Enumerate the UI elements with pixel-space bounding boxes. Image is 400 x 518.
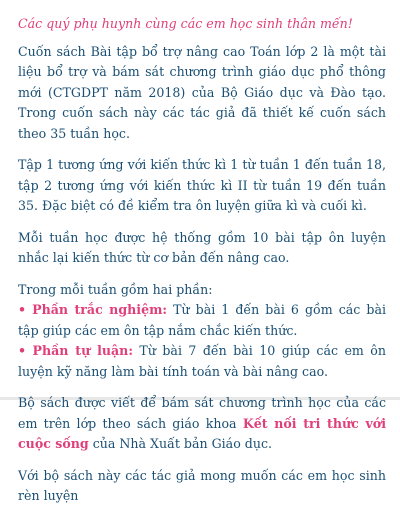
closing-paragraph: Với bộ sách này các tác giả mong muốn các em học sinh rèn luyện: [18, 467, 386, 503]
bullet-multiple-choice: [18, 300, 386, 341]
text-segment: Bộ sách được viết để bám sát chương trình học của các em trên lớp theo sách giáo khoa: [18, 395, 386, 431]
greeting: Các quý phụ huynh cùng các em học sinh thân mến!: [18, 16, 353, 31]
bullet-essay: [18, 341, 386, 382]
bullet-dot: •: [18, 343, 27, 358]
intro-paragraph: Cuốn sách Bài tập bổ trợ nâng cao Toán lớp 2 là một tài liệu bổ trợ và bám sát chương trình giáo dục phổ thông mới (CTGDPT năm 2018) của Bộ Giáo dục và Đào tạo. Trong cuốn sách này các tác giả đã thiết kế cuốn sách theo 35 tuần học.: [18, 43, 386, 141]
bullet-dot: •: [18, 302, 27, 317]
weekly-paragraph: Mỗi tuần học được hệ thống gồm 10 bài tập ôn luyện nhắc lại kiến thức từ cơ bản đến nâng cao.: [18, 229, 386, 265]
bullet-text: Từ bài 7 đến bài 10 giúp các em ôn luyện kỹ năng làm bài tính toán và bài nâng cao.: [18, 343, 386, 379]
parts-heading: Trong mỗi tuần gồm hai phần:: [18, 281, 213, 297]
bullet-label: Phần trắc nghiệm:: [32, 302, 168, 317]
bullet-label: Phần tự luận:: [32, 343, 133, 358]
preface-text: [18, 14, 386, 518]
textbook-paragraph: [18, 393, 386, 455]
textbook-series-name: Kết nối tri thức với cuộc sống: [18, 415, 386, 451]
bullet-text: Từ bài 1 đến bài 6 gồm các bài tập giúp các em ôn tập nắm chắc kiến thức.: [18, 302, 386, 338]
volumes-paragraph: Tập 1 tương ứng với kiến thức kì 1 từ tuần 1 đến tuần 18, tập 2 tương ứng với kiến thức kì II từ tuần 19 đến tuần 35. Đặc biệt có đề kiểm tra ôn luyện giữa kì và cuối kì.: [18, 157, 386, 213]
text-segment: của Nhà Xuất bản Giáo dục.: [88, 436, 273, 451]
